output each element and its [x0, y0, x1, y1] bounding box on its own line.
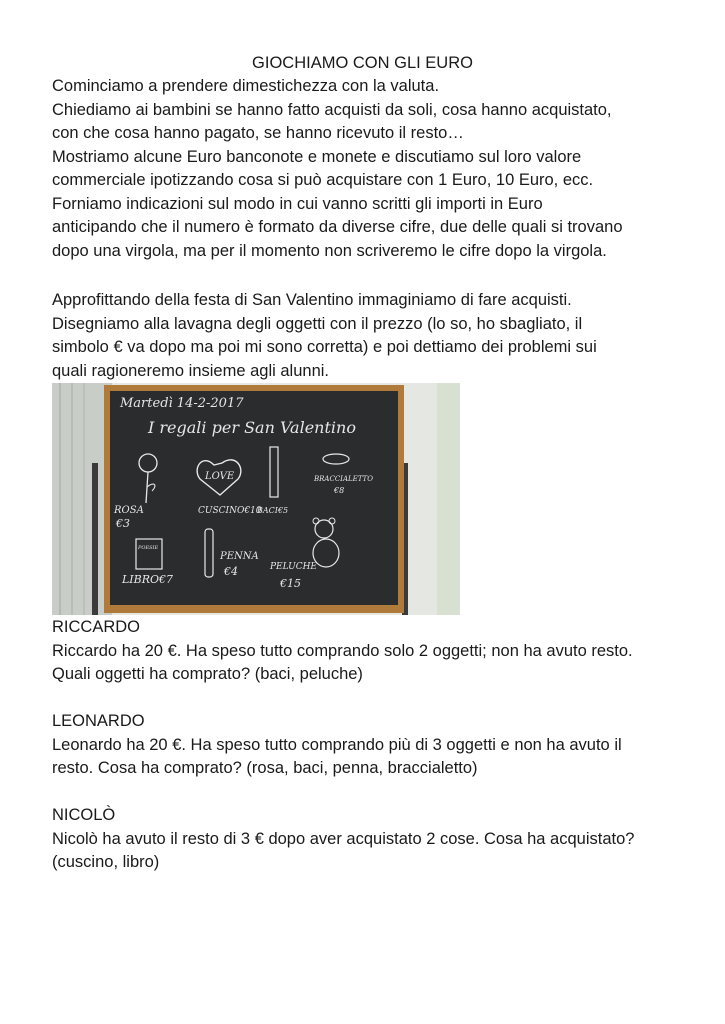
problem-line: resto. Cosa ha comprato? (rosa, baci, penna, braccialetto): [52, 759, 478, 777]
problem-line: Leonardo ha 20 €. Ha speso tutto comprando più di 3 oggetti e non ha avuto il: [52, 735, 622, 754]
problem-name: RICCARDO: [52, 618, 141, 636]
peluche-label: PELUCHE: [270, 562, 317, 572]
intro-line: Chiediamo ai bambini se hanno fatto acquisti da soli, cosa hanno acquistato,: [52, 100, 612, 119]
poesie-label: POESIE: [138, 545, 159, 551]
braccialetto-price: €8: [334, 486, 345, 495]
intro-line: Cominciamo a prendere dimestichezza con la valuta.: [52, 77, 440, 95]
problem-leonardo: [52, 710, 692, 781]
problem-name: LEONARDO: [52, 712, 145, 730]
peluche-price: €15: [280, 577, 301, 590]
valentine-line: Approfittando della festa di San Valentino immaginiamo di fare acquisti.: [52, 291, 572, 309]
problem-line: Nicolò ha avuto il resto di 3 € dopo aver acquistato 2 cose. Cosa ha acquistato?: [52, 829, 635, 848]
intro-paragraph: [52, 75, 692, 263]
valentine-line: quali ragioneremo insieme agli alunni.: [52, 361, 329, 380]
intro-line: commerciale ipotizzando cosa si può acquistare con 1 Euro, 10 Euro, ecc.: [52, 171, 594, 189]
intro-line: Forniamo indicazioni sul modo in cui vanno scritti gli importi in Euro: [52, 194, 543, 213]
problem-line: Quali oggetti ha comprato? (baci, peluche): [52, 665, 363, 683]
problem-line: (cuscino, libro): [52, 853, 160, 871]
rosa-label: ROSA: [114, 505, 144, 516]
problem-name: NICOLÒ: [52, 806, 116, 824]
braccialetto-label: BRACCIALETTO: [314, 475, 373, 483]
intro-line: anticipando che il numero è formato da diverse cifre, due delle quali si trovano: [52, 218, 623, 236]
intro-line: dopo una virgola, ma per il momento non scriveremo le cifre dopo la virgola.: [52, 241, 607, 260]
intro-line: Mostriamo alcune Euro banconote e monete e discutiamo sul loro valore: [52, 147, 582, 166]
love-label: LOVE: [205, 471, 235, 482]
baci-label: BACI€5: [257, 506, 289, 515]
problem-line: Riccardo ha 20 €. Ha speso tutto comprando solo 2 oggetti; non ha avuto resto.: [52, 641, 633, 660]
blackboard-heading: I regali per San Valentino: [148, 418, 356, 437]
valentine-paragraph: [52, 289, 692, 383]
blackboard-photo: [52, 383, 460, 615]
blackboard-date: Martedì 14-2-2017: [120, 396, 244, 411]
rosa-price: €3: [116, 517, 130, 530]
blackboard-illustration: [52, 383, 460, 615]
problem-riccardo: [52, 616, 692, 687]
penna-label: PENNA: [220, 551, 259, 562]
document-title: GIOCHIAMO CON GLI EURO: [252, 54, 473, 72]
cuscino-label: CUSCINO€10: [198, 506, 262, 516]
problem-nicolo: [52, 804, 692, 875]
valentine-line: Disegniamo alla lavagna degli oggetti con il prezzo (lo so, ho sbagliato, il: [52, 314, 583, 333]
penna-price: €4: [224, 565, 238, 578]
intro-line: con che cosa hanno pagato, se hanno ricevuto il resto…: [52, 124, 464, 142]
libro-label: LIBRO€7: [122, 573, 174, 586]
valentine-line: simbolo € va dopo ma poi mi sono corretta) e poi dettiamo dei problemi sui: [52, 338, 597, 356]
